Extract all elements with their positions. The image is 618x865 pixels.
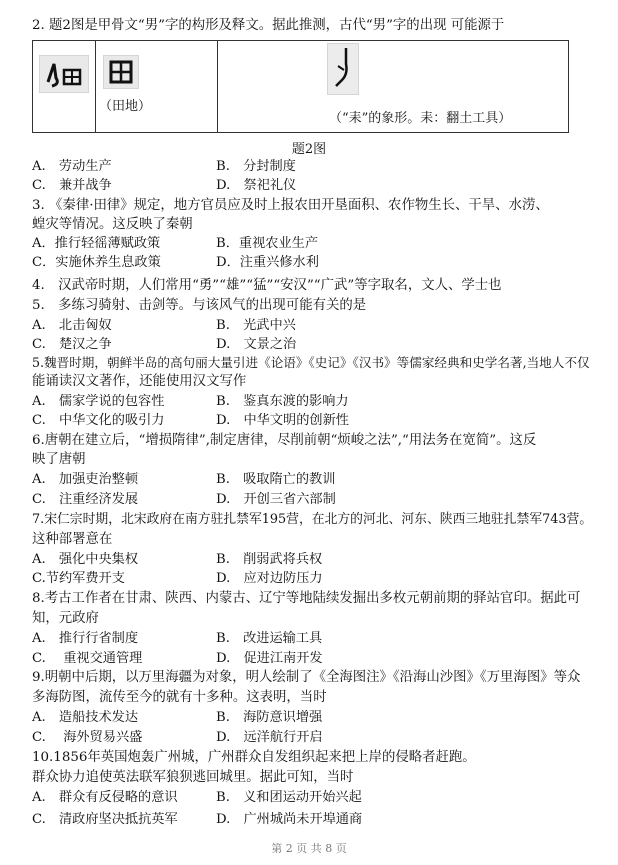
- q2-options-row1: [32, 157, 592, 176]
- q6-options-row1: [32, 470, 592, 489]
- q2-figure-title: 题2图: [291, 142, 327, 157]
- q7-option-d[interactable]: D. 应对边防压力: [216, 571, 323, 586]
- q5-option-c[interactable]: C. 中华文化的吸引力: [32, 413, 165, 428]
- q4-option-d[interactable]: D. 文景之治: [216, 337, 297, 352]
- q2-option-c[interactable]: C. 兼并战争: [32, 178, 112, 193]
- q6-line-2: 映了唐朝: [32, 452, 86, 467]
- q7-options-row1: [32, 550, 592, 569]
- q10-line-1: 10.1856年英国炮轰广州城，广州群众自发组织起来把上岸的侵略者赶跑。: [32, 750, 476, 765]
- q2-option-b[interactable]: B. 分封制度: [216, 159, 296, 174]
- q8-line-2: 知，元政府: [32, 611, 99, 626]
- q4-option-c[interactable]: C. 楚汉之争: [32, 337, 112, 352]
- figure-cell-oracle-char: [33, 41, 96, 132]
- q9-options-row1: [32, 708, 592, 727]
- q7-option-b[interactable]: B. 削弱武将兵权: [216, 552, 323, 567]
- q10-option-a[interactable]: A. 群众有反侵略的意识: [32, 790, 178, 805]
- q9-option-b[interactable]: B. 海防意识增强: [216, 710, 323, 725]
- q2-option-d[interactable]: D. 祭祀礼仪: [216, 178, 297, 193]
- figure-cell-plow: [217, 41, 568, 132]
- q8-option-c[interactable]: C. 重视交通管理: [32, 651, 143, 666]
- q4-line-2: 5. 多练习骑射、击剑等。与该风气的出现可能有关的是: [32, 298, 367, 313]
- q9-line-2: 多海防图，流传至今的就有十多种。这表明，当时: [32, 690, 327, 705]
- q8-option-a[interactable]: A. 推行行省制度: [32, 631, 139, 646]
- q7-line-2: 这种部署意在: [32, 532, 113, 547]
- field-caption: （田地）: [99, 99, 152, 114]
- q4-line-1: 4. 汉武帝时期，人们常用“勇”“雄”“猛”“安汉”“广武”等字取名，文人、学士也: [32, 278, 502, 293]
- q8-options-row2: [32, 649, 592, 668]
- q9-option-a[interactable]: A. 造船技术发达: [32, 710, 139, 725]
- q5-line-2: 能诵读汉文著作，还能使用汉文写作: [32, 374, 247, 389]
- q10-options-row1: [32, 788, 592, 807]
- q6-option-a[interactable]: A. 加强吏治整顿: [32, 472, 139, 487]
- q3-option-a[interactable]: A．推行轻徭薄赋政策: [32, 236, 161, 251]
- q5-options-row1: [32, 392, 592, 411]
- q6-option-b[interactable]: B. 吸取隋亡的教训: [216, 472, 336, 487]
- oracle-plow-glyph-image: [327, 43, 359, 95]
- q6-option-d[interactable]: D. 开创三省六部制: [216, 492, 336, 507]
- q4-option-b[interactable]: B. 光武中兴: [216, 318, 296, 333]
- oracle-field-glyph-image: [103, 55, 139, 89]
- q2-option-a[interactable]: A. 劳动生产: [32, 159, 112, 174]
- page-footer: 第 2 页 共 8 页: [271, 842, 347, 855]
- q9-option-c[interactable]: C. 海外贸易兴盛: [32, 730, 143, 745]
- q10-line-2: 群众协力追使英法联军狼狈逃回城里。据此可知，当时: [32, 770, 354, 785]
- q7-options-row2: [32, 569, 592, 588]
- q8-line-1: 8.考古工作者在甘肃、陕西、内蒙古、辽宁等地陆续发掘出多枚元朝前期的驿站官印。据此可: [32, 591, 581, 606]
- q4-options-row2: [32, 335, 592, 354]
- q10-options-row2: [32, 810, 592, 829]
- q5-option-b[interactable]: B. 鉴真东渡的影响力: [216, 394, 349, 409]
- q6-line-1: 6.唐朝在建立后，“增损隋律”,制定唐律，尽削前朝“烦峻之法”,“用法务在宽简”。这反: [32, 433, 537, 448]
- q8-options-row1: [32, 629, 592, 648]
- q10-option-b[interactable]: B. 义和团运动开始兴起: [216, 790, 362, 805]
- q8-option-b[interactable]: B. 改进运输工具: [216, 631, 323, 646]
- q5-options-row2: [32, 411, 592, 430]
- q4-option-a[interactable]: A. 北击匈奴: [32, 318, 112, 333]
- q2-options-row2: [32, 176, 592, 195]
- q3-line-1: 3. 《秦律·田律》规定，地方官员应及时上报农田开垦面积、农作物生长、干旱、水涝、: [32, 198, 549, 213]
- q6-option-c[interactable]: C. 注重经济发展: [32, 492, 139, 507]
- q7-option-c[interactable]: C.节约军费开支: [32, 571, 125, 586]
- q9-line-1: 9.明朝中后期，以万里海疆为对象，明人绘制了《全海图注》《沿海山沙图》《万里海图》等众: [32, 670, 581, 685]
- q2-figure-table: [32, 40, 569, 133]
- oracle-male-glyph-image: [39, 55, 89, 93]
- q5-option-a[interactable]: A. 儒家学说的包容性: [32, 394, 165, 409]
- q3-option-c[interactable]: C．实施休养生息政策: [32, 255, 161, 270]
- q8-option-d[interactable]: D. 促进江南开发: [216, 651, 323, 666]
- plow-caption: （“耒”的象形。耒：翻土工具）: [329, 111, 512, 126]
- q10-option-d[interactable]: D. 广州城尚未开埠通商: [216, 812, 363, 827]
- figure-cell-field: [95, 41, 218, 132]
- q5-option-d[interactable]: D. 中华文明的创新性: [216, 413, 349, 428]
- q3-options-row2: [32, 253, 592, 272]
- q3-option-b[interactable]: B．重视农业生产: [216, 236, 319, 251]
- q3-options-row1: [32, 234, 592, 253]
- q10-option-c[interactable]: C. 清政府坚决抵抗英军: [32, 812, 178, 827]
- q5-line-1: 5.魏晋时期，朝鲜半岛的高句丽大量引进《论语》《史记》《汉书》等儒家经典和史学名著,当地人不仅: [32, 355, 590, 370]
- q4-options-row1: [32, 316, 592, 335]
- q9-options-row2: [32, 728, 592, 747]
- q7-option-a[interactable]: A. 强化中央集权: [32, 552, 139, 567]
- q3-line-2: 蝗灾等情况。这反映了秦朝: [32, 217, 193, 232]
- q7-line-1: 7.宋仁宗时期，北宋政府在南方驻扎禁军195营，在北方的河北、河东、陕西三地驻扎禁军743营。: [32, 512, 593, 527]
- q2-stem: 2. 题2图是甲骨文“男”字的构形及释文。据此推测，古代“男”字的出现 可能源于: [32, 18, 505, 33]
- q3-option-d[interactable]: D．注重兴修水利: [216, 255, 319, 270]
- q6-options-row2: [32, 490, 592, 509]
- q9-option-d[interactable]: D. 远洋航行开启: [216, 730, 323, 745]
